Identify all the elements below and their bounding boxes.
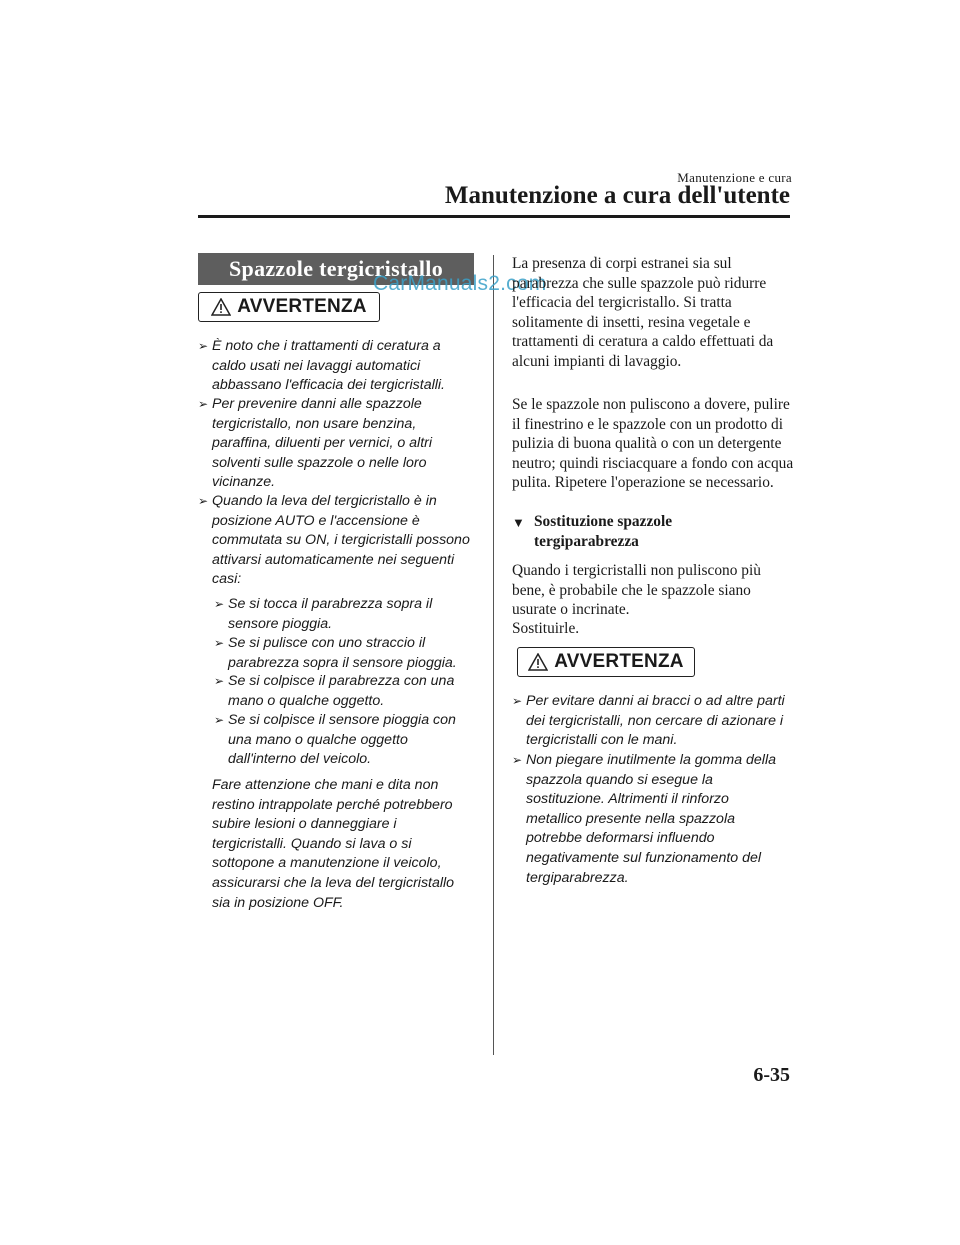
warning-bullet: ➢ Per prevenire danni alle spazzole tergicristallo, non usare benzina, paraffina, diluenti per vernici, o altri solventi sulle spazzole o nelle loro vicinanze.: [198, 396, 433, 491]
chapter-title: Manutenzione e cura: [677, 170, 792, 185]
warning-box-right: [517, 647, 695, 677]
page-number: 6-35: [753, 1064, 790, 1086]
arrow-bullet-icon: ➢: [214, 636, 225, 650]
warning-label: AVVERTENZA: [554, 651, 684, 672]
warning-bullet: ➢ È noto che i trattamenti di ceratura a caldo usati nei lavaggi automatici abbassano l'efficacia dei tergicristalli.: [198, 338, 445, 394]
warning-bullet: ➢ Per evitare danni ai bracci o ad altre parti dei tergicristalli, non cercare di azionare i tergicristalli con le mani.: [512, 693, 785, 749]
section-title: Spazzole tergicristallo: [198, 253, 474, 285]
arrow-bullet-icon: ➢: [214, 713, 225, 727]
warning-triangle-icon: [528, 653, 548, 671]
warning-label: AVVERTENZA: [237, 296, 367, 317]
arrow-bullet-icon: ➢: [214, 597, 225, 611]
paragraph: Sostituirle.: [512, 620, 580, 637]
subheading: ▼ Sostituzione spazzole tergiparabrezza: [512, 513, 673, 550]
paragraph: Quando i tergicristalli non puliscono più bene, è probabile che le spazzole siano usurate o incrinate.: [512, 562, 761, 619]
warning-bullet: ➢ Non piegare inutilmente la gomma della spazzola quando si esegue la sostituzione. Altrimenti il rinforzo metallico presente nella spazzola potrebbe deformarsi influendo negativamente sul funzionamento del tergiparabrezza.: [512, 752, 776, 886]
warning-sub-bullet: ➢ Se si colpisce il parabrezza con una mano o qualche oggetto.: [214, 673, 455, 709]
arrow-bullet-icon: ➢: [198, 339, 209, 353]
warning-triangle-icon: [211, 298, 231, 316]
arrow-bullet-icon: ➢: [198, 494, 209, 508]
watermark-text: CarManuals2.com: [373, 272, 547, 295]
arrow-bullet-icon: ➢: [512, 694, 523, 708]
arrow-bullet-icon: ➢: [198, 397, 209, 411]
column-divider: [493, 255, 494, 1055]
warning-sub-bullet: ➢ Se si tocca il parabrezza sopra il sensore pioggia.: [214, 596, 433, 632]
warning-sub-bullet: ➢ Se si pulisce con uno straccio il parabrezza sopra il sensore pioggia.: [214, 635, 457, 671]
warning-box-left: [198, 292, 380, 322]
paragraph: La presenza di corpi estranei sia sul parabrezza che sulle spazzole può ridurre l'efficacia del tergicristallo. Si tratta solitamente di insetti, resina vegetale e trattamenti di ceratura a caldo effettuati da alcuni impianti di lavaggio.: [512, 255, 774, 370]
arrow-bullet-icon: ➢: [214, 674, 225, 688]
arrow-bullet-icon: ➢: [512, 753, 523, 767]
paragraph: Se le spazzole non puliscono a dovere, pulire il finestrino e le spazzole con un prodotto di pulizia di buona qualità o con un detergente neutro; quindi risciacquare a fondo con acqua pulita. Ripetere l'operazione se necessario.: [512, 396, 794, 492]
warning-closing-text: Fare attenzione che mani e dita non restino intrappolate perché potrebbero subire lesioni o danneggiare i tergicristalli. Quando si lava o si sottopone a manutenzione il veicolo, assicurarsi che la leva del tergicristallo sia in posizione OFF.: [212, 777, 455, 911]
section-header-title: Manutenzione a cura dell'utente: [444, 182, 790, 209]
header-rule: [198, 215, 790, 218]
triangle-down-icon: ▼: [512, 515, 525, 530]
warning-bullet: ➢ Quando la leva del tergicristallo è in posizione AUTO e l'accensione è commutata su ON, i tergicristalli possono attivarsi automaticamente nei seguenti casi:: [198, 493, 470, 588]
warning-sub-bullet: ➢ Se si colpisce il sensore pioggia con una mano o qualche oggetto dall'interno del veicolo.: [214, 712, 456, 768]
